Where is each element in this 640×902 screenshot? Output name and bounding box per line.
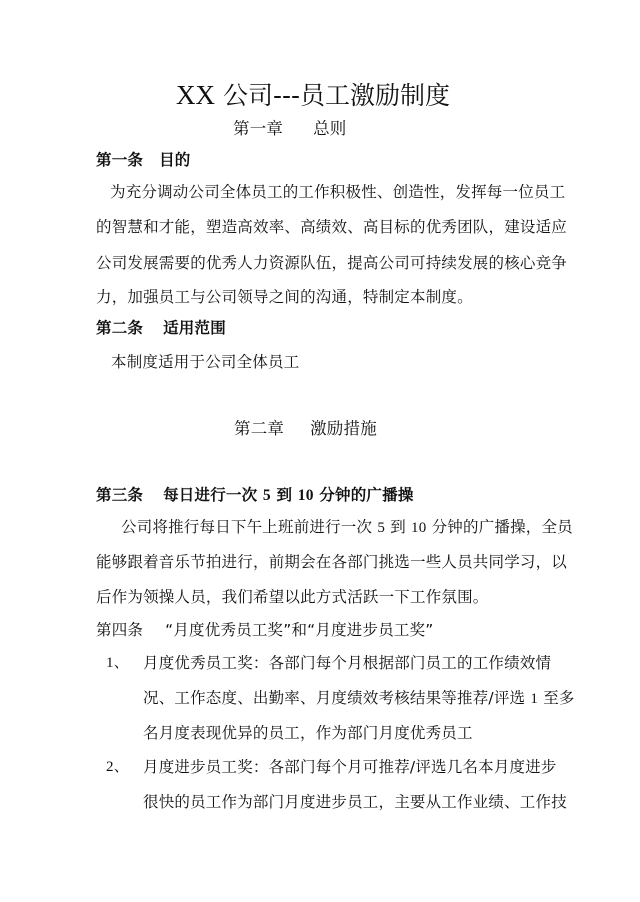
text-segment: 至多 [543,689,575,707]
text-segment: 分钟的广播操，全员 [431,518,573,536]
text-segment: 到 [390,518,406,536]
article-1-text-line: 为充分调动公司全体员工的工作积极性、创造性，发挥每一位员工 [110,183,566,201]
article-3-name-b: 到 [276,486,293,504]
article-1-label: 第一条 [96,151,144,169]
title-text: 公司---员工激励制度 [222,81,451,110]
article-1-name: 目的 [159,151,191,169]
article-3-label: 第三条 [96,486,144,504]
text-segment: 公司将推行每日下午上班前进行一次 [121,518,373,536]
article-3-name-a: 每日进行一次 [163,486,258,504]
document-title [176,80,450,111]
chapter-2-name: 激励措施 [310,419,377,438]
list-item-line: 月度优秀员工奖：各部门每个月根据部门员工的工作绩效情 [143,654,552,672]
article-3-num2: 10 [297,487,314,504]
list-item-line [143,688,575,709]
article-3-text-line: 后作为领操人员，我们希望以此方式活跃一下工作氛围。 [96,588,489,606]
article-1-text-line: 公司发展需要的优秀人力资源队伍，提高公司可持续发展的核心竞争 [96,254,568,272]
chapter-1-name: 总则 [313,119,347,138]
text-segment: 况、工作态度、出勤率、月度绩效考核结果等推荐/评选 [143,689,526,707]
number-segment: 5 [377,520,386,536]
chapter-2-heading [234,419,377,439]
article-1-text-line: 的智慧和才能，塑造高效率、高绩效、高目标的优秀团队，建设适应 [96,218,568,236]
list-item-line: 很快的员工作为部门月度进步员工，主要从工作业绩、工作技 [143,793,567,811]
article-2-label: 第二条 [96,319,144,337]
article-4-heading [96,620,434,640]
article-3-heading [96,485,414,506]
article-3-name-c: 分钟的广播操 [319,486,414,504]
article-4-name: “月度优秀员工奖”和“月度进步员工奖” [165,621,434,639]
list-item-line: 名月度表现优异的员工，作为部门月度优秀员工 [143,724,473,742]
article-4-label: 第四条 [96,621,144,639]
chapter-2-label: 第二章 [234,419,285,438]
list-item-line: 月度进步员工奖：各部门每个月可推荐/评选几名本月度进步 [143,758,557,776]
chapter-1-label: 第一章 [233,119,284,138]
list-item-number: 1、 [106,655,129,671]
article-2-name: 适用范围 [163,319,226,337]
article-1-heading [96,150,191,170]
article-3-text-line: 能够跟着音乐节拍进行，前期会在各部门挑选一些人员共同学习，以 [96,553,568,571]
article-1-text-line: 力，加强员工与公司领导之间的沟通，特制定本制度。 [96,288,473,306]
chapter-1-heading [233,119,347,139]
list-item-number: 2、 [106,759,129,775]
article-2-heading [96,318,226,338]
title-prefix: XX [176,80,215,110]
number-segment: 10 [411,520,427,536]
number-segment: 1 [530,691,539,707]
article-3-num1: 5 [262,487,271,504]
article-2-text-line: 本制度适用于公司全体员工 [111,353,300,371]
article-3-text-line [121,517,573,538]
